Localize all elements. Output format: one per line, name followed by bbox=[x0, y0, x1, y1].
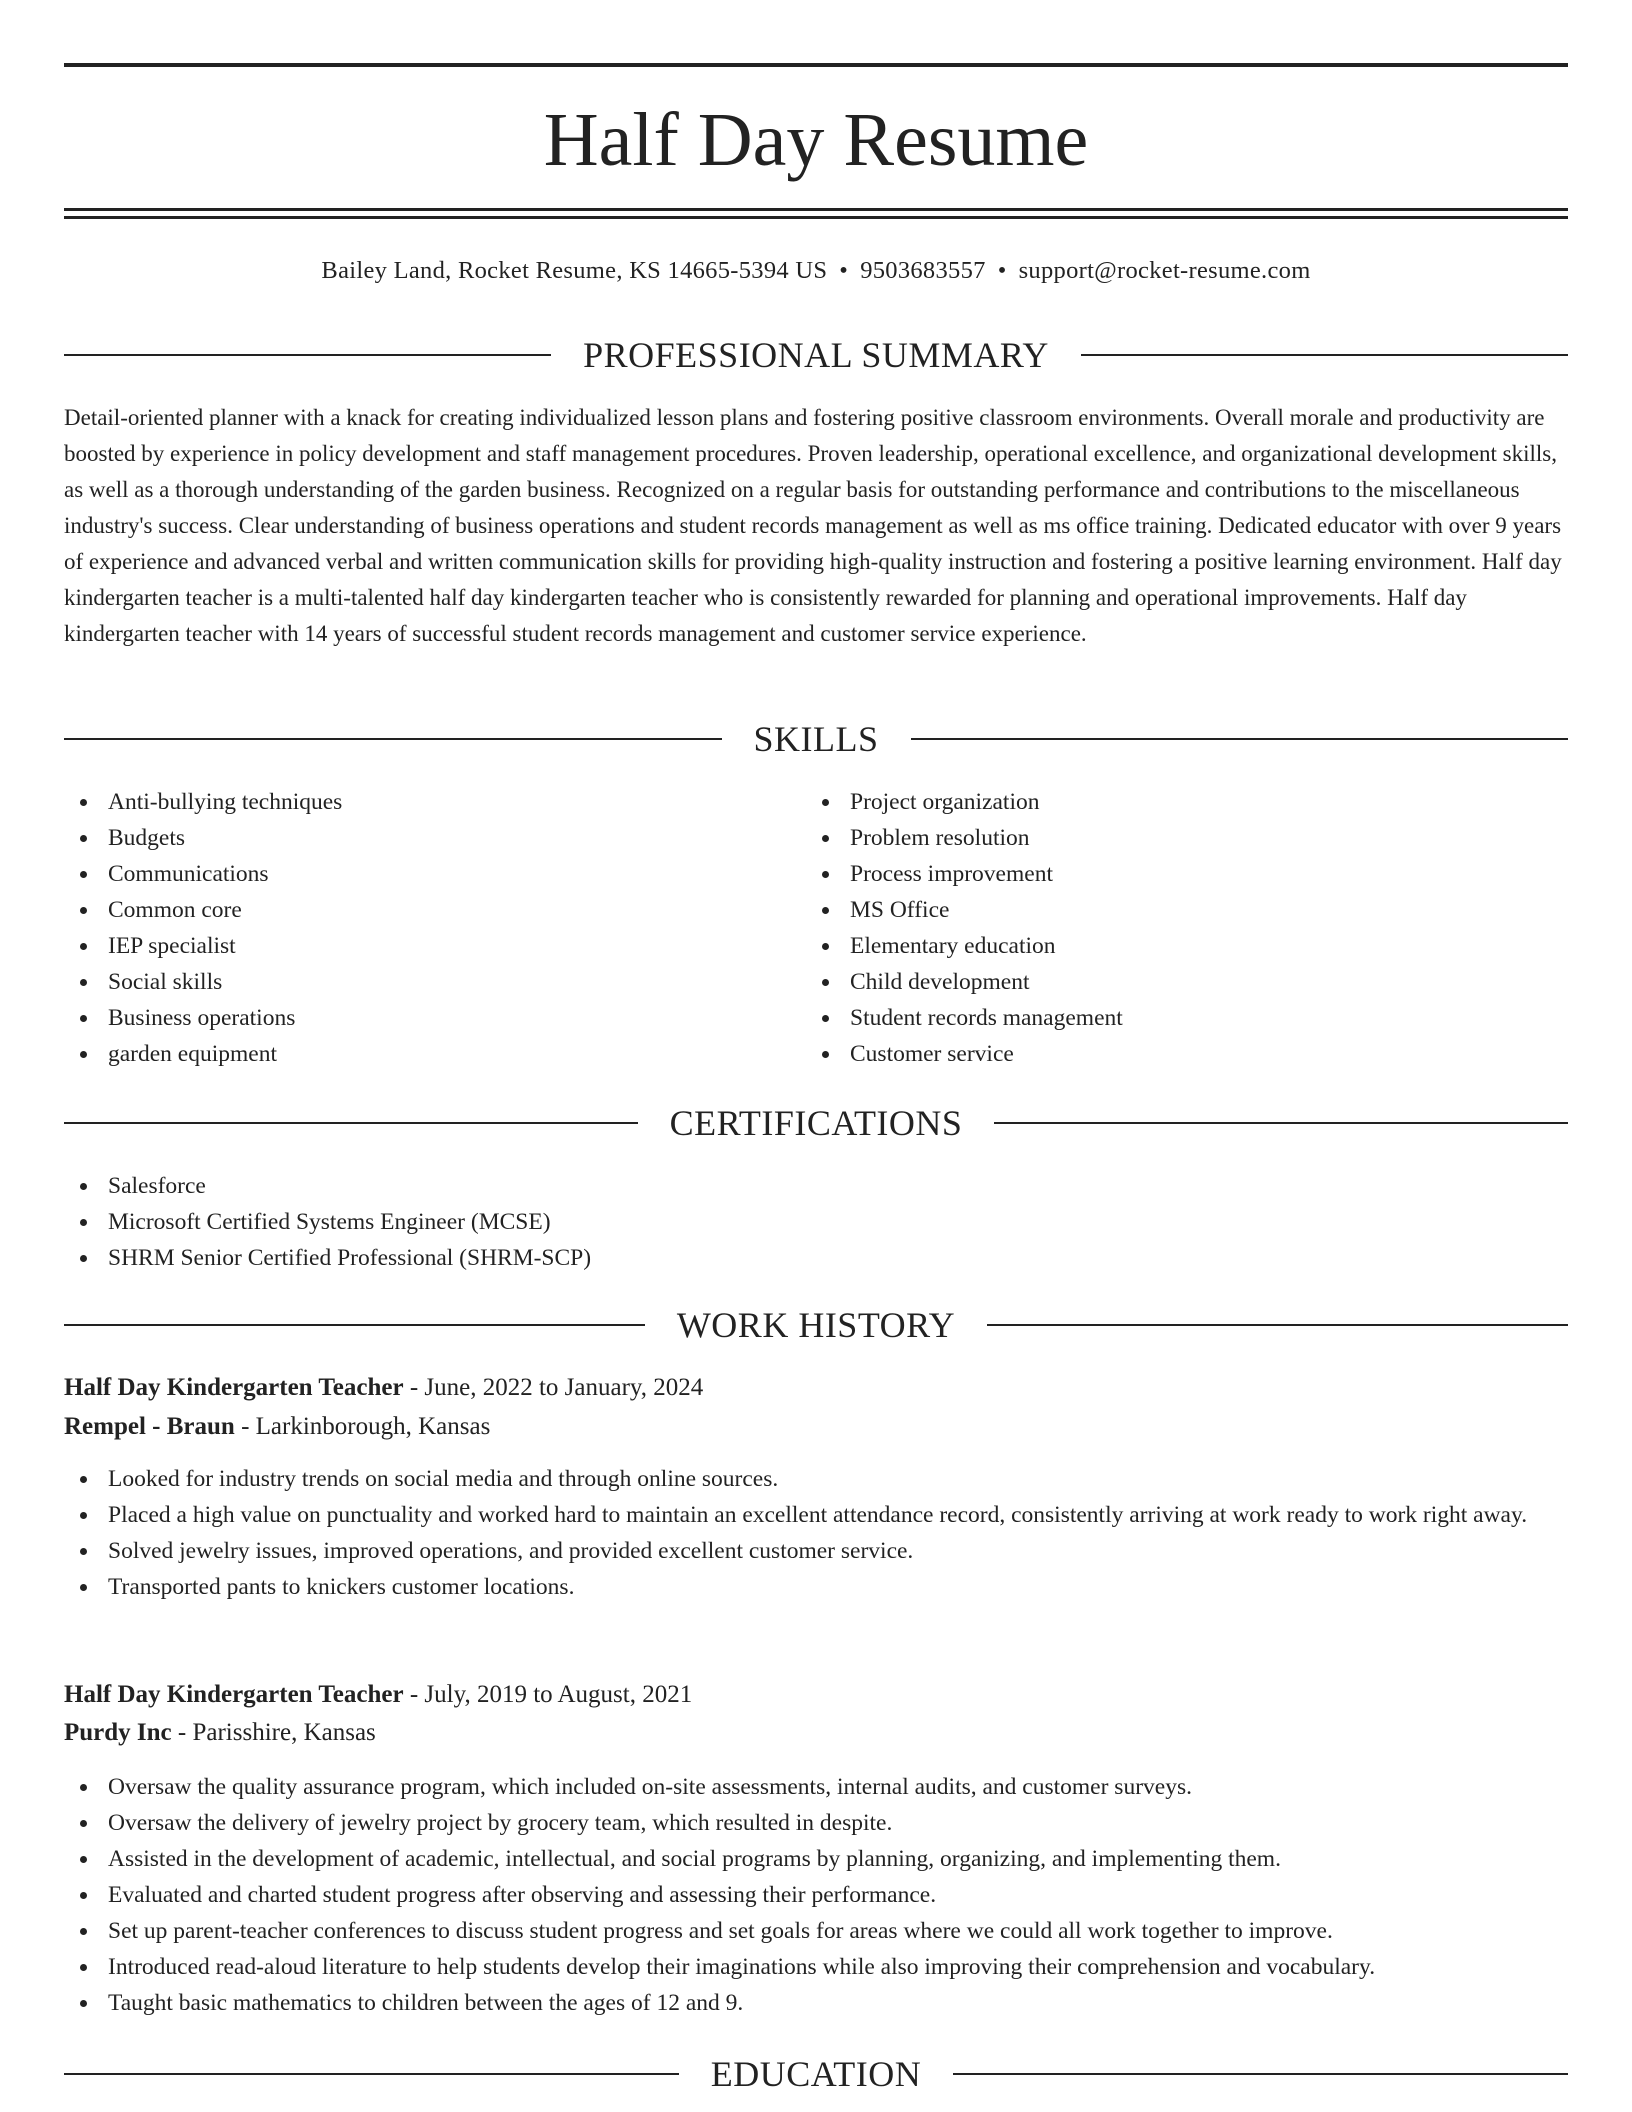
header-bottom-rule-2 bbox=[64, 216, 1568, 219]
skill-item: Student records management bbox=[806, 1000, 1566, 1036]
heading-rule-left bbox=[64, 1324, 645, 1326]
job-bullets bbox=[64, 1461, 1568, 1605]
skill-item: Business operations bbox=[64, 1000, 784, 1036]
skill-item: Child development bbox=[806, 964, 1566, 1000]
skill-item: Common core bbox=[64, 892, 784, 928]
summary-text: Detail-oriented planner with a knack for creating individualized lesson plans and fostering positive classroom environments. Overall morale and productivity are boosted by experience in policy development and staff management procedures. Proven leadership, operational excellence, and organizational development skills, as well as a thorough understanding of the garden business. Recognized on a regular basis for outstanding performance and contributions to the miscellaneous industry's success. Clear understanding of business operations and student records management as well as ms office training. Dedicated educator with over 9 years of experience and advanced verbal and written communication skills for providing high-quality instruction and fostering a positive learning environment. Half day kindergarten teacher is a multi-talented half day kindergarten teacher who is consistently rewarded for planning and operational improvements. Half day kindergarten teacher with 14 years of successful student records management and customer service experience. bbox=[64, 405, 1562, 646]
job-title: Half Day Kindergarten Teacher bbox=[64, 1374, 404, 1401]
job-dates: - July, 2019 to August, 2021 bbox=[403, 1681, 693, 1708]
section-title: SKILLS bbox=[753, 719, 879, 759]
skills-list-right bbox=[806, 784, 1566, 1072]
contact-phone: 9503683557 bbox=[860, 257, 986, 284]
skill-item: Communications bbox=[64, 856, 784, 892]
certification-item: Salesforce bbox=[64, 1168, 1568, 1204]
section-heading-skills bbox=[64, 715, 1568, 763]
skill-item: Project organization bbox=[806, 784, 1566, 820]
skills-list-left bbox=[64, 784, 784, 1072]
job-company-line bbox=[64, 1409, 1568, 1445]
section-heading-work-history bbox=[64, 1301, 1568, 1349]
contact-line bbox=[0, 255, 1632, 287]
heading-rule-right bbox=[953, 2073, 1568, 2075]
heading-rule-left bbox=[64, 738, 722, 740]
certifications-list bbox=[64, 1168, 1568, 1276]
job-bullet: Taught basic mathematics to children between the ages of 12 and 9. bbox=[64, 1985, 1568, 2021]
header-bottom-rule-1 bbox=[64, 208, 1568, 211]
skill-item: garden equipment bbox=[64, 1036, 784, 1072]
contact-separator: • bbox=[997, 257, 1007, 284]
section-title: CERTIFICATIONS bbox=[669, 1103, 963, 1143]
contact-email: support@rocket-resume.com bbox=[1018, 257, 1311, 284]
heading-rule-right bbox=[1081, 354, 1568, 356]
job-bullet: Placed a high value on punctuality and worked hard to maintain an excellent attendance record, consistently arriving at work ready to work right away. bbox=[64, 1497, 1568, 1533]
job-bullet: Assisted in the development of academic, intellectual, and social programs by planning, organizing, and implementing them. bbox=[64, 1841, 1568, 1877]
section-title: EDUCATION bbox=[710, 2054, 922, 2094]
section-title: WORK HISTORY bbox=[676, 1305, 956, 1345]
job-title-line bbox=[64, 1677, 1568, 1713]
contact-address: Bailey Land, Rocket Resume, KS 14665-5394 US bbox=[321, 257, 828, 284]
job-bullet: Set up parent-teacher conferences to discuss student progress and set goals for areas where we could all work together to improve. bbox=[64, 1913, 1568, 1949]
job-location: - Parisshire, Kansas bbox=[171, 1719, 376, 1746]
skill-item: Anti-bullying techniques bbox=[64, 784, 784, 820]
section-title: PROFESSIONAL SUMMARY bbox=[583, 335, 1049, 375]
skill-item: Problem resolution bbox=[806, 820, 1566, 856]
section-heading-education bbox=[64, 2050, 1568, 2098]
certification-item: SHRM Senior Certified Professional (SHRM-SCP) bbox=[64, 1240, 1568, 1276]
section-heading-summary bbox=[64, 331, 1568, 379]
job-bullet: Introduced read-aloud literature to help students develop their imaginations while also improving their comprehension and vocabulary. bbox=[64, 1949, 1568, 1985]
job-bullet: Oversaw the delivery of jewelry project by grocery team, which resulted in despite. bbox=[64, 1805, 1568, 1841]
resume-title: Half Day Resume bbox=[543, 98, 1089, 182]
job-bullet: Evaluated and charted student progress after observing and assessing their performance. bbox=[64, 1877, 1568, 1913]
skill-item: Customer service bbox=[806, 1036, 1566, 1072]
heading-rule-left bbox=[64, 1122, 638, 1124]
heading-rule-left bbox=[64, 354, 551, 356]
job-company: Purdy Inc bbox=[64, 1719, 172, 1746]
job-title-line bbox=[64, 1370, 1568, 1406]
job-company: Rempel - Braun bbox=[64, 1413, 235, 1440]
job-bullets bbox=[64, 1769, 1568, 2021]
contact-separator: • bbox=[839, 257, 849, 284]
skill-item: Budgets bbox=[64, 820, 784, 856]
heading-rule-right bbox=[994, 1122, 1568, 1124]
job-bullet: Transported pants to knickers customer locations. bbox=[64, 1569, 1568, 1605]
job-location: - Larkinborough, Kansas bbox=[234, 1413, 491, 1440]
job-bullet: Looked for industry trends on social media and through online sources. bbox=[64, 1461, 1568, 1497]
skill-item: MS Office bbox=[806, 892, 1566, 928]
certification-item: Microsoft Certified Systems Engineer (MCSE) bbox=[64, 1204, 1568, 1240]
job-bullet: Oversaw the quality assurance program, which included on-site assessments, internal audits, and customer surveys. bbox=[64, 1769, 1568, 1805]
job-bullet: Solved jewelry issues, improved operations, and provided excellent customer service. bbox=[64, 1533, 1568, 1569]
skill-item: Social skills bbox=[64, 964, 784, 1000]
job-company-line bbox=[64, 1715, 1568, 1751]
skill-item: Process improvement bbox=[806, 856, 1566, 892]
job-title: Half Day Kindergarten Teacher bbox=[64, 1681, 404, 1708]
skill-item: IEP specialist bbox=[64, 928, 784, 964]
section-heading-certifications bbox=[64, 1099, 1568, 1147]
header-top-rule bbox=[64, 63, 1568, 67]
heading-rule-right bbox=[987, 1324, 1568, 1326]
job-dates: - June, 2022 to January, 2024 bbox=[403, 1374, 704, 1401]
skill-item: Elementary education bbox=[806, 928, 1566, 964]
heading-rule-right bbox=[911, 738, 1569, 740]
heading-rule-left bbox=[64, 2073, 679, 2075]
